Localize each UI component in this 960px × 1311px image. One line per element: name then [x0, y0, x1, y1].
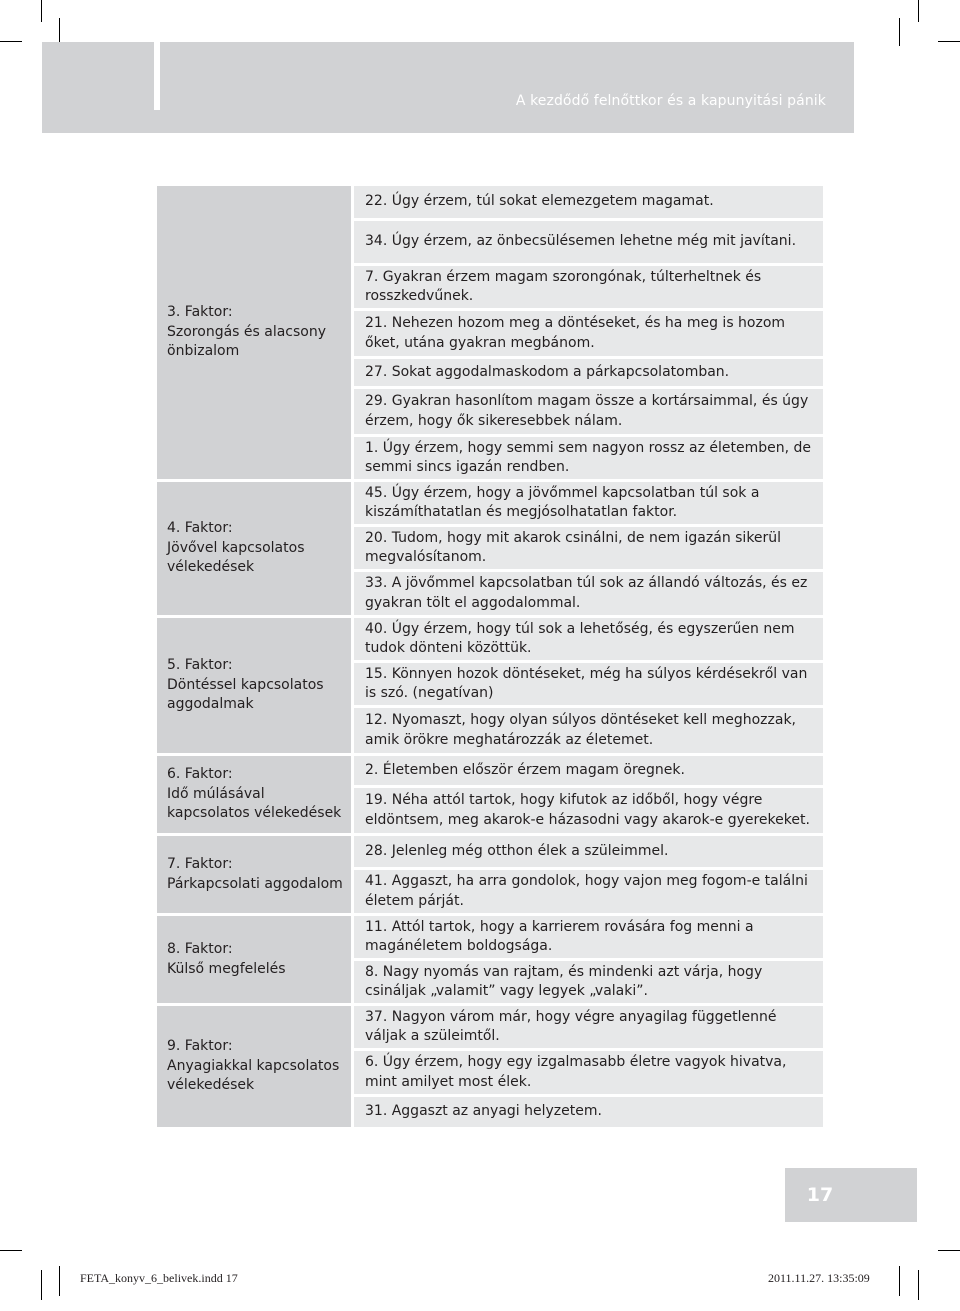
item-row [354, 437, 823, 479]
page-number: 17 [806, 1184, 834, 1206]
item-text: 15. Könnyen hozok döntéseket, még ha súlyos kérdésekről van is szó. (negatívan) [365, 665, 808, 701]
print-slug-file: FETA_konyv_6_belivek.indd 17 [80, 1271, 238, 1285]
item-row [354, 359, 823, 386]
factor-4 [157, 482, 351, 615]
item-row [354, 1006, 823, 1048]
item-row [354, 527, 823, 569]
item-row [354, 788, 823, 833]
factor-label: 6. Faktor: [167, 766, 233, 783]
factor-name: Szorongás és alacsony önbizalom [167, 323, 327, 360]
item-text: 45. Úgy érzem, hogy a jövőmmel kapcsolatban túl sok a kiszámíthatatlan és megjósolhatatlan faktor. [365, 484, 760, 520]
factor-name: Külső megfelelés [167, 960, 286, 977]
item-text: 1. Úgy érzem, hogy semmi sem nagyon rossz az életemben, de semmi sincs igazán rendben. [365, 439, 812, 475]
crop-mark [899, 1266, 900, 1296]
item-text: 37. Nagyon várom már, hogy végre anyagilag függetlenné váljak a szüleimtől. [365, 1008, 777, 1044]
item-text: 8. Nagy nyomás van rajtam, és mindenki azt várja, hogy csináljak „valamit” vagy legyek „valaki”. [365, 963, 763, 999]
factor-label: 4. Faktor: [167, 520, 233, 537]
item-text: 41. Aggaszt, ha arra gondolok, hogy vajon meg fogom-e találni életem párját. [365, 873, 808, 909]
crop-mark [938, 41, 960, 42]
item-row [354, 916, 823, 958]
crop-mark [899, 18, 900, 46]
header-band [42, 42, 854, 133]
item-text: 29. Gyakran hasonlítom magam össze a kortársaimmal, és úgy érzem, hogy ők sikeresebbek nálam. [365, 393, 809, 429]
factor-label: 7. Faktor: [167, 856, 233, 872]
item-row [354, 836, 823, 867]
item-text: 33. A jövőmmel kapcsolatban túl sok az állandó változás, és ez gyakran tölt el aggodalommal. [365, 575, 808, 611]
item-text: 28. Jelenleg még otthon élek a szüleimmel. [365, 842, 669, 859]
item-row [354, 572, 823, 615]
item-row [354, 756, 823, 785]
factor-name: Jövővel kapcsolatos vélekedések [167, 539, 305, 576]
item-text: 2. Életemben először érzem magam öregnek. [365, 761, 685, 778]
crop-mark [41, 0, 42, 22]
crop-mark [41, 1270, 42, 1300]
chapter-title: A kezdődő felnőttkor és a kapunyitási pánik [515, 93, 826, 109]
item-row [354, 1097, 823, 1127]
item-row [354, 618, 823, 660]
item-row [354, 311, 823, 356]
item-row [354, 708, 823, 753]
factor-9 [157, 1006, 351, 1127]
item-text: 31. Aggaszt az anyagi helyzetem. [365, 1103, 602, 1120]
crop-mark [59, 1266, 60, 1296]
item-text: 6. Úgy érzem, hogy egy izgalmasabb életre vagyok hivatva, mint amilyet most élek. [365, 1054, 787, 1090]
factor-6 [157, 756, 351, 833]
item-row [354, 663, 823, 705]
item-text: 11. Attól tartok, hogy a karrierem rovására fog menni a magánéletem boldogsága. [365, 918, 754, 954]
factor-label: 5. Faktor: [167, 657, 233, 674]
print-slug-timestamp: 2011.11.27. 13:35:09 [768, 1271, 870, 1285]
factor-label: 9. Faktor: [167, 1038, 233, 1055]
header-accent-bar [154, 42, 160, 110]
factor-5 [157, 618, 351, 753]
crop-mark [938, 1250, 960, 1251]
crop-mark [918, 1270, 919, 1300]
item-row [354, 1051, 823, 1094]
item-text: 40. Úgy érzem, hogy túl sok a lehetőség, és egyszerűen nem tudok dönteni közöttük. [365, 620, 795, 656]
factor-name: Párkapcsolati aggodalom [167, 875, 343, 892]
item-text: 34. Úgy érzem, az önbecsülésemen lehetne még mit javítani. [365, 233, 797, 250]
factor-3 [157, 186, 351, 479]
factor-name: Döntéssel kapcsolatos aggodalmak [167, 676, 324, 713]
item-row [354, 870, 823, 913]
factor-label: 3. Faktor: [167, 304, 233, 321]
factor-label: 8. Faktor: [167, 941, 233, 957]
item-row [354, 961, 823, 1003]
item-row [354, 221, 823, 263]
crop-mark [0, 1250, 22, 1251]
factor-name: Anyagiakkal kapcsolatos vélekedések [167, 1057, 340, 1094]
factor-name: Idő múlásával kapcsolatos vélekedések [167, 785, 342, 822]
item-text: 21. Nehezen hozom meg a döntéseket, és ha meg is hozom őket, utána gyakran megbánom. [365, 315, 786, 351]
crop-mark [918, 0, 919, 22]
item-text: 7. Gyakran érzem magam szorongónak, túlterheltnek és rosszkedvűnek. [365, 268, 762, 304]
item-row [354, 266, 823, 308]
factor-8 [157, 916, 351, 1003]
item-text: 22. Úgy érzem, túl sokat elemezgetem magamat. [365, 193, 714, 210]
item-row [354, 186, 823, 218]
item-text: 27. Sokat aggodalmaskodom a párkapcsolatomban. [365, 363, 730, 380]
item-row [354, 482, 823, 524]
item-row [354, 389, 823, 434]
factor-7 [157, 836, 351, 913]
item-text: 12. Nyomaszt, hogy olyan súlyos döntéseket kell meghozzak, amik örökre meghatározzák az életemet. [365, 712, 796, 748]
item-text: 20. Tudom, hogy mit akarok csinálni, de nem igazán sikerül megvalósítanom. [365, 529, 782, 565]
item-text: 19. Néha attól tartok, hogy kifutok az időből, hogy végre eldöntsem, meg akarok-e házasodni vagy akarok-e gyerekeket. [365, 792, 810, 828]
crop-mark [0, 41, 22, 42]
